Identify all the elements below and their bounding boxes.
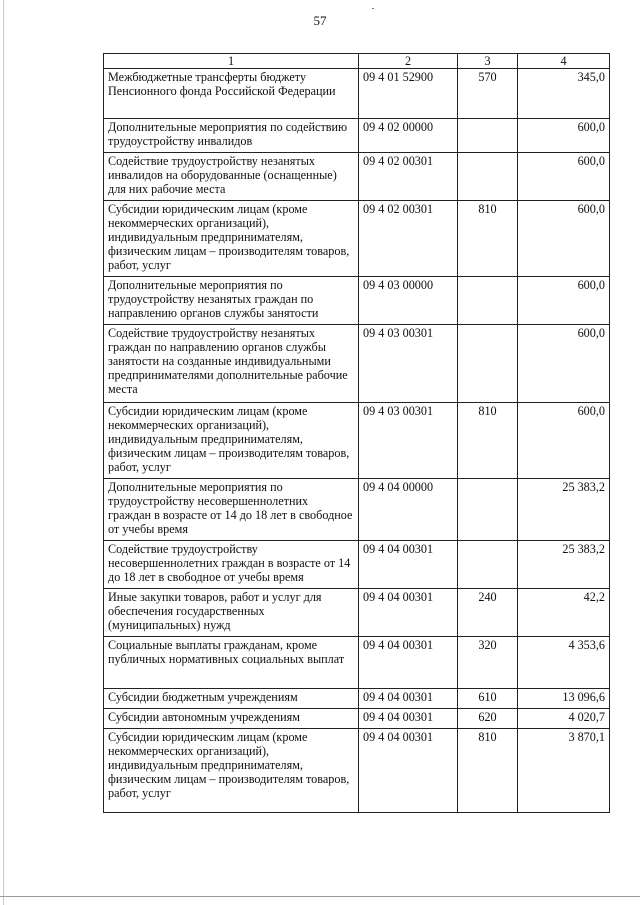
row-sum-cell: 600,0	[518, 153, 610, 201]
row-code-cell: 09 4 03 00301	[359, 325, 458, 403]
row-name-cell: Субсидии бюджетным учреждениям	[104, 689, 359, 709]
row-type-cell: 320	[458, 637, 518, 689]
page-bottom-edge	[0, 896, 640, 897]
row-type-cell: 240	[458, 589, 518, 637]
row-name-cell: Межбюджетные трансферты бюджету Пенсионного фонда Российской Федерации	[104, 69, 359, 119]
table-row	[104, 403, 610, 479]
row-type-cell: 810	[458, 201, 518, 277]
column-header-3: 3	[458, 54, 518, 69]
row-code-cell: 09 4 03 00301	[359, 403, 458, 479]
row-sum-cell: 4 353,6	[518, 637, 610, 689]
table-row	[104, 277, 610, 325]
row-code-cell: 09 4 04 00301	[359, 637, 458, 689]
table-row	[104, 541, 610, 589]
row-sum-cell: 600,0	[518, 277, 610, 325]
row-sum-cell: 25 383,2	[518, 541, 610, 589]
scan-speck	[372, 8, 374, 9]
row-code-cell: 09 4 04 00301	[359, 541, 458, 589]
page-number: 57	[313, 13, 327, 28]
row-name-cell: Дополнительные мероприятия по трудоустройству несовершеннолетних граждан в возрасте от 14 до 18 лет в свободное от учебы время	[104, 479, 359, 541]
row-name-cell: Иные закупки товаров, работ и услуг для обеспечения государственных (муниципальных) нужд	[104, 589, 359, 637]
column-header-1: 1	[104, 54, 359, 69]
row-type-cell	[458, 479, 518, 541]
row-name-cell: Социальные выплаты гражданам, кроме публичных нормативных социальных выплат	[104, 637, 359, 689]
column-header-2: 2	[359, 54, 458, 69]
row-name-cell: Субсидии юридическим лицам (кроме некоммерческих организаций), индивидуальным предпринимателям, физическим лицам – производителям товаров, работ, услуг	[104, 729, 359, 813]
row-code-cell: 09 4 02 00000	[359, 119, 458, 153]
table-row	[104, 709, 610, 729]
row-sum-cell: 600,0	[518, 325, 610, 403]
table-row	[104, 689, 610, 709]
table-row	[104, 153, 610, 201]
table-row	[104, 589, 610, 637]
row-sum-cell: 42,2	[518, 589, 610, 637]
row-name-cell: Содействие трудоустройству несовершеннолетних граждан в возрасте от 14 до 18 лет в свободное от учебы время	[104, 541, 359, 589]
row-type-cell: 610	[458, 689, 518, 709]
row-sum-cell: 25 383,2	[518, 479, 610, 541]
row-name-cell: Дополнительные мероприятия по трудоустройству незанятых граждан по направлению органов службы занятости	[104, 277, 359, 325]
row-sum-cell: 3 870,1	[518, 729, 610, 813]
row-code-cell: 09 4 04 00301	[359, 709, 458, 729]
row-name-cell: Субсидии юридическим лицам (кроме некоммерческих организаций), индивидуальным предпринимателям, физическим лицам – производителям товаров, работ, услуг	[104, 201, 359, 277]
row-type-cell: 570	[458, 69, 518, 119]
table-row	[104, 69, 610, 119]
table-row	[104, 729, 610, 813]
row-type-cell	[458, 119, 518, 153]
row-type-cell	[458, 277, 518, 325]
row-sum-cell: 4 020,7	[518, 709, 610, 729]
budget-table	[103, 53, 610, 813]
row-type-cell: 810	[458, 729, 518, 813]
table-row	[104, 119, 610, 153]
column-header-4: 4	[518, 54, 610, 69]
row-code-cell: 09 4 04 00301	[359, 729, 458, 813]
row-name-cell: Содействие трудоустройству незанятых граждан по направлению органов службы занятости на созданные индивидуальными предпринимателями дополнительные рабочие места	[104, 325, 359, 403]
row-code-cell: 09 4 01 52900	[359, 69, 458, 119]
row-code-cell: 09 4 02 00301	[359, 153, 458, 201]
row-name-cell: Субсидии юридическим лицам (кроме некоммерческих организаций), индивидуальным предпринимателям, физическим лицам – производителям товаров, работ, услуг	[104, 403, 359, 479]
row-type-cell: 810	[458, 403, 518, 479]
row-sum-cell: 600,0	[518, 119, 610, 153]
header-row	[104, 54, 610, 69]
page-edge	[3, 0, 4, 905]
table-row	[104, 201, 610, 277]
row-name-cell: Содействие трудоустройству незанятых инвалидов на оборудованные (оснащенные) для них рабочие места	[104, 153, 359, 201]
table-row	[104, 325, 610, 403]
row-sum-cell: 600,0	[518, 403, 610, 479]
row-type-cell	[458, 153, 518, 201]
row-type-cell	[458, 325, 518, 403]
row-name-cell: Субсидии автономным учреждениям	[104, 709, 359, 729]
row-type-cell: 620	[458, 709, 518, 729]
table-row	[104, 479, 610, 541]
row-sum-cell: 600,0	[518, 201, 610, 277]
table-row	[104, 637, 610, 689]
row-code-cell: 09 4 02 00301	[359, 201, 458, 277]
row-code-cell: 09 4 04 00301	[359, 689, 458, 709]
row-type-cell	[458, 541, 518, 589]
row-name-cell: Дополнительные мероприятия по содействию трудоустройству инвалидов	[104, 119, 359, 153]
row-code-cell: 09 4 03 00000	[359, 277, 458, 325]
row-code-cell: 09 4 04 00000	[359, 479, 458, 541]
row-sum-cell: 345,0	[518, 69, 610, 119]
row-code-cell: 09 4 04 00301	[359, 589, 458, 637]
row-sum-cell: 13 096,6	[518, 689, 610, 709]
